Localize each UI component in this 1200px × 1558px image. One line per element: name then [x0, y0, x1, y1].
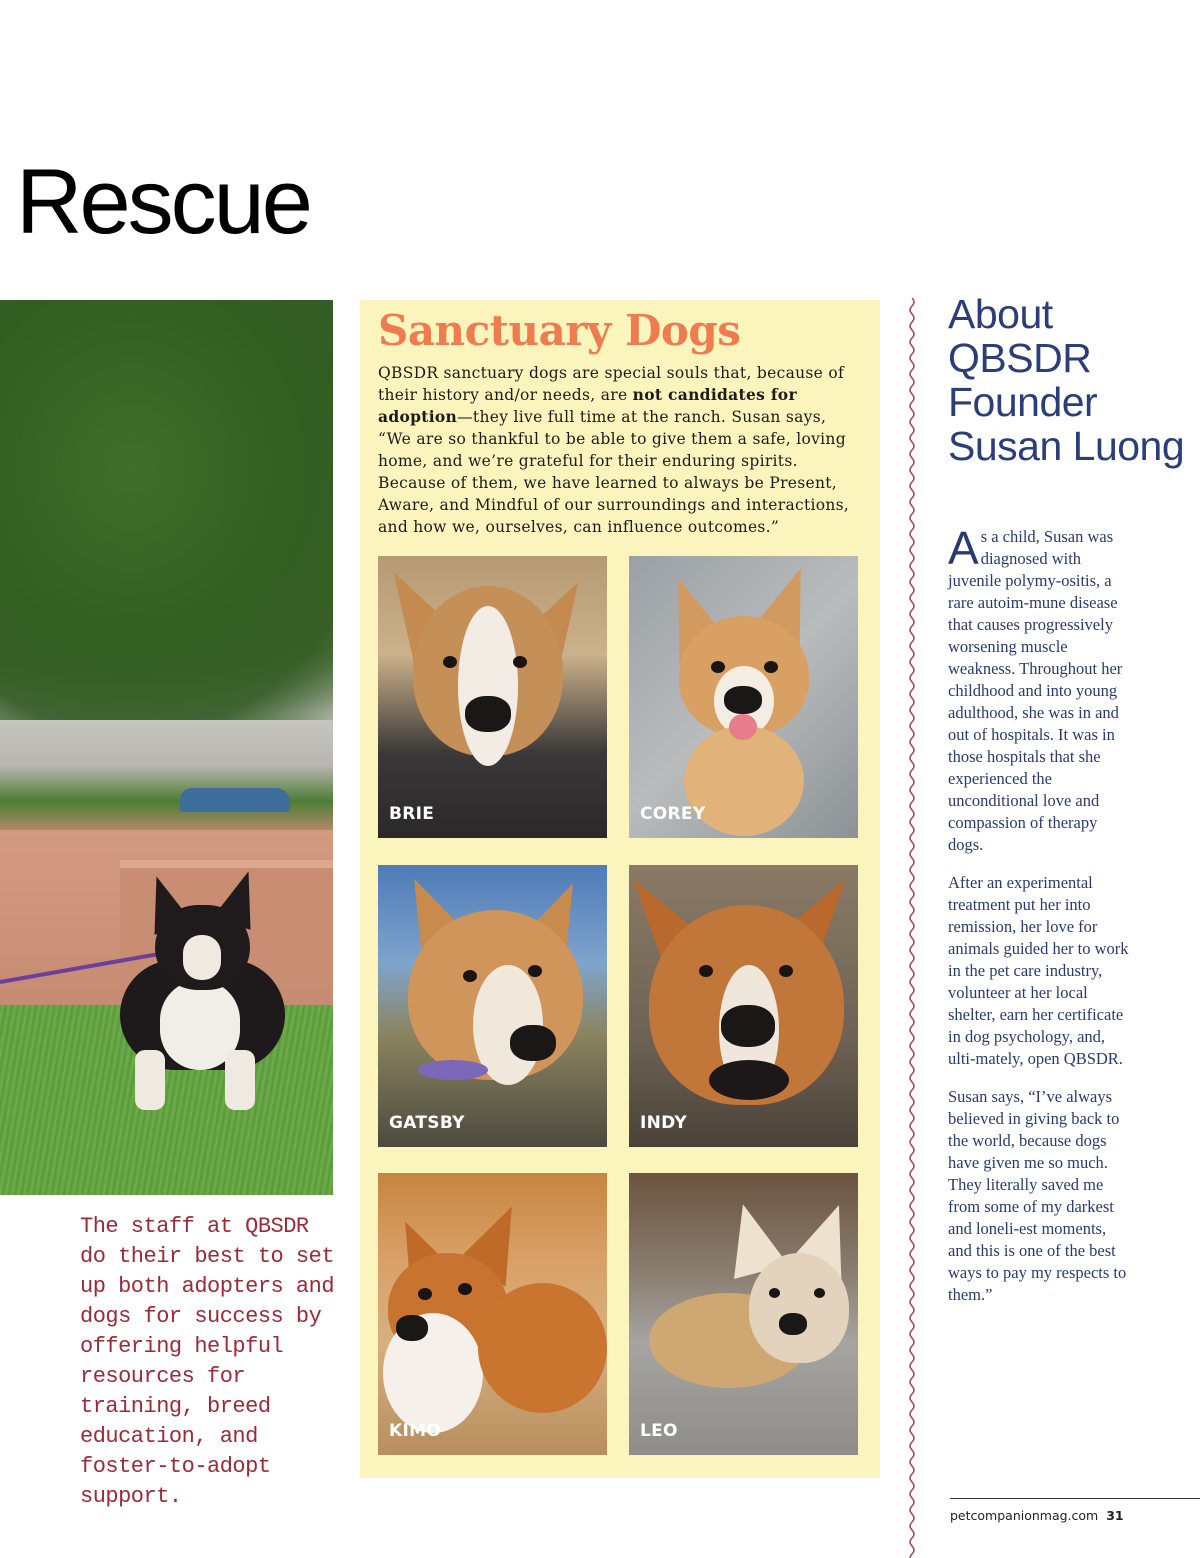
dog-photo-brie	[378, 556, 607, 838]
page-number: 31	[1106, 1508, 1124, 1523]
dog-name-label: BRIE	[389, 804, 435, 824]
dog-name-label: INDY	[640, 1113, 687, 1133]
dog-name-label: GATSBY	[389, 1113, 465, 1133]
site-url[interactable]: petcompanionmag.com	[950, 1508, 1099, 1523]
dog-photo-corey	[629, 556, 858, 838]
dog-photo-indy	[629, 865, 858, 1147]
corgi-park-photo	[0, 300, 333, 1195]
dog-photo-leo	[629, 1173, 858, 1455]
about-paragraph-3: Susan says, “I’ve always believed in giving back to the world, because dogs have given me so much. They literally saved me from some of my darkest and loneli-est moments, and this is one of the best ways to pay my respects to them.”	[948, 1087, 1127, 1304]
section-title: Rescue	[16, 151, 310, 253]
about-body	[948, 522, 1133, 1322]
wavy-divider	[908, 298, 916, 1558]
sanctuary-dogs-box	[360, 300, 880, 1478]
about-paragraph-2: After an experimental treatment put her into remission, her love for animals guided her to work in the pet care industry, volunteer at her local shelter, earn her certificate in dog psychology, and, ulti-mately, open QBSDR.	[948, 873, 1129, 1068]
dog-name-label: LEO	[640, 1421, 678, 1441]
photo-caption: The staff at QBSDR do their best to set up both adopters and dogs for success by offering helpful resources for training, breed education, and foster-to-adopt support.	[80, 1214, 335, 1509]
dog-photo-kimo	[378, 1173, 607, 1455]
page-footer	[950, 1498, 1200, 1523]
about-title: About QBSDR Founder Susan Luong	[948, 291, 1185, 469]
dog-name-label: COREY	[640, 804, 706, 824]
drop-cap: A	[948, 522, 979, 574]
about-paragraph-1: As a child, Susan was diagnosed with juvenile polymy-ositis, a rare autoim-mune disease that causes progressively worsening muscle weakness. Throughout her childhood and into young adulthood, she was in and out of hospitals. It was in those hospitals that she experienced the unconditional love and compassion of therapy dogs.	[948, 522, 1123, 854]
dog-photo-gatsby	[378, 865, 607, 1147]
sanctuary-body: QBSDR sanctuary dogs are special souls that, because of their history and/or needs, are not candidates for adoption—they live full time at the ranch. Susan says, “We are so thankful to be able to give them a safe, loving home, and we’re grateful for their enduring spirits. Because of them, we have learned to always be Present, Aware, and Mindful of our surroundings and interactions, and how we, ourselves, can influence outcomes.”	[378, 364, 850, 536]
dog-name-label: KIMO	[389, 1421, 442, 1441]
sanctuary-emphasis: not candidates for adoption	[378, 385, 797, 426]
sanctuary-title: Sanctuary Dogs	[378, 306, 741, 355]
